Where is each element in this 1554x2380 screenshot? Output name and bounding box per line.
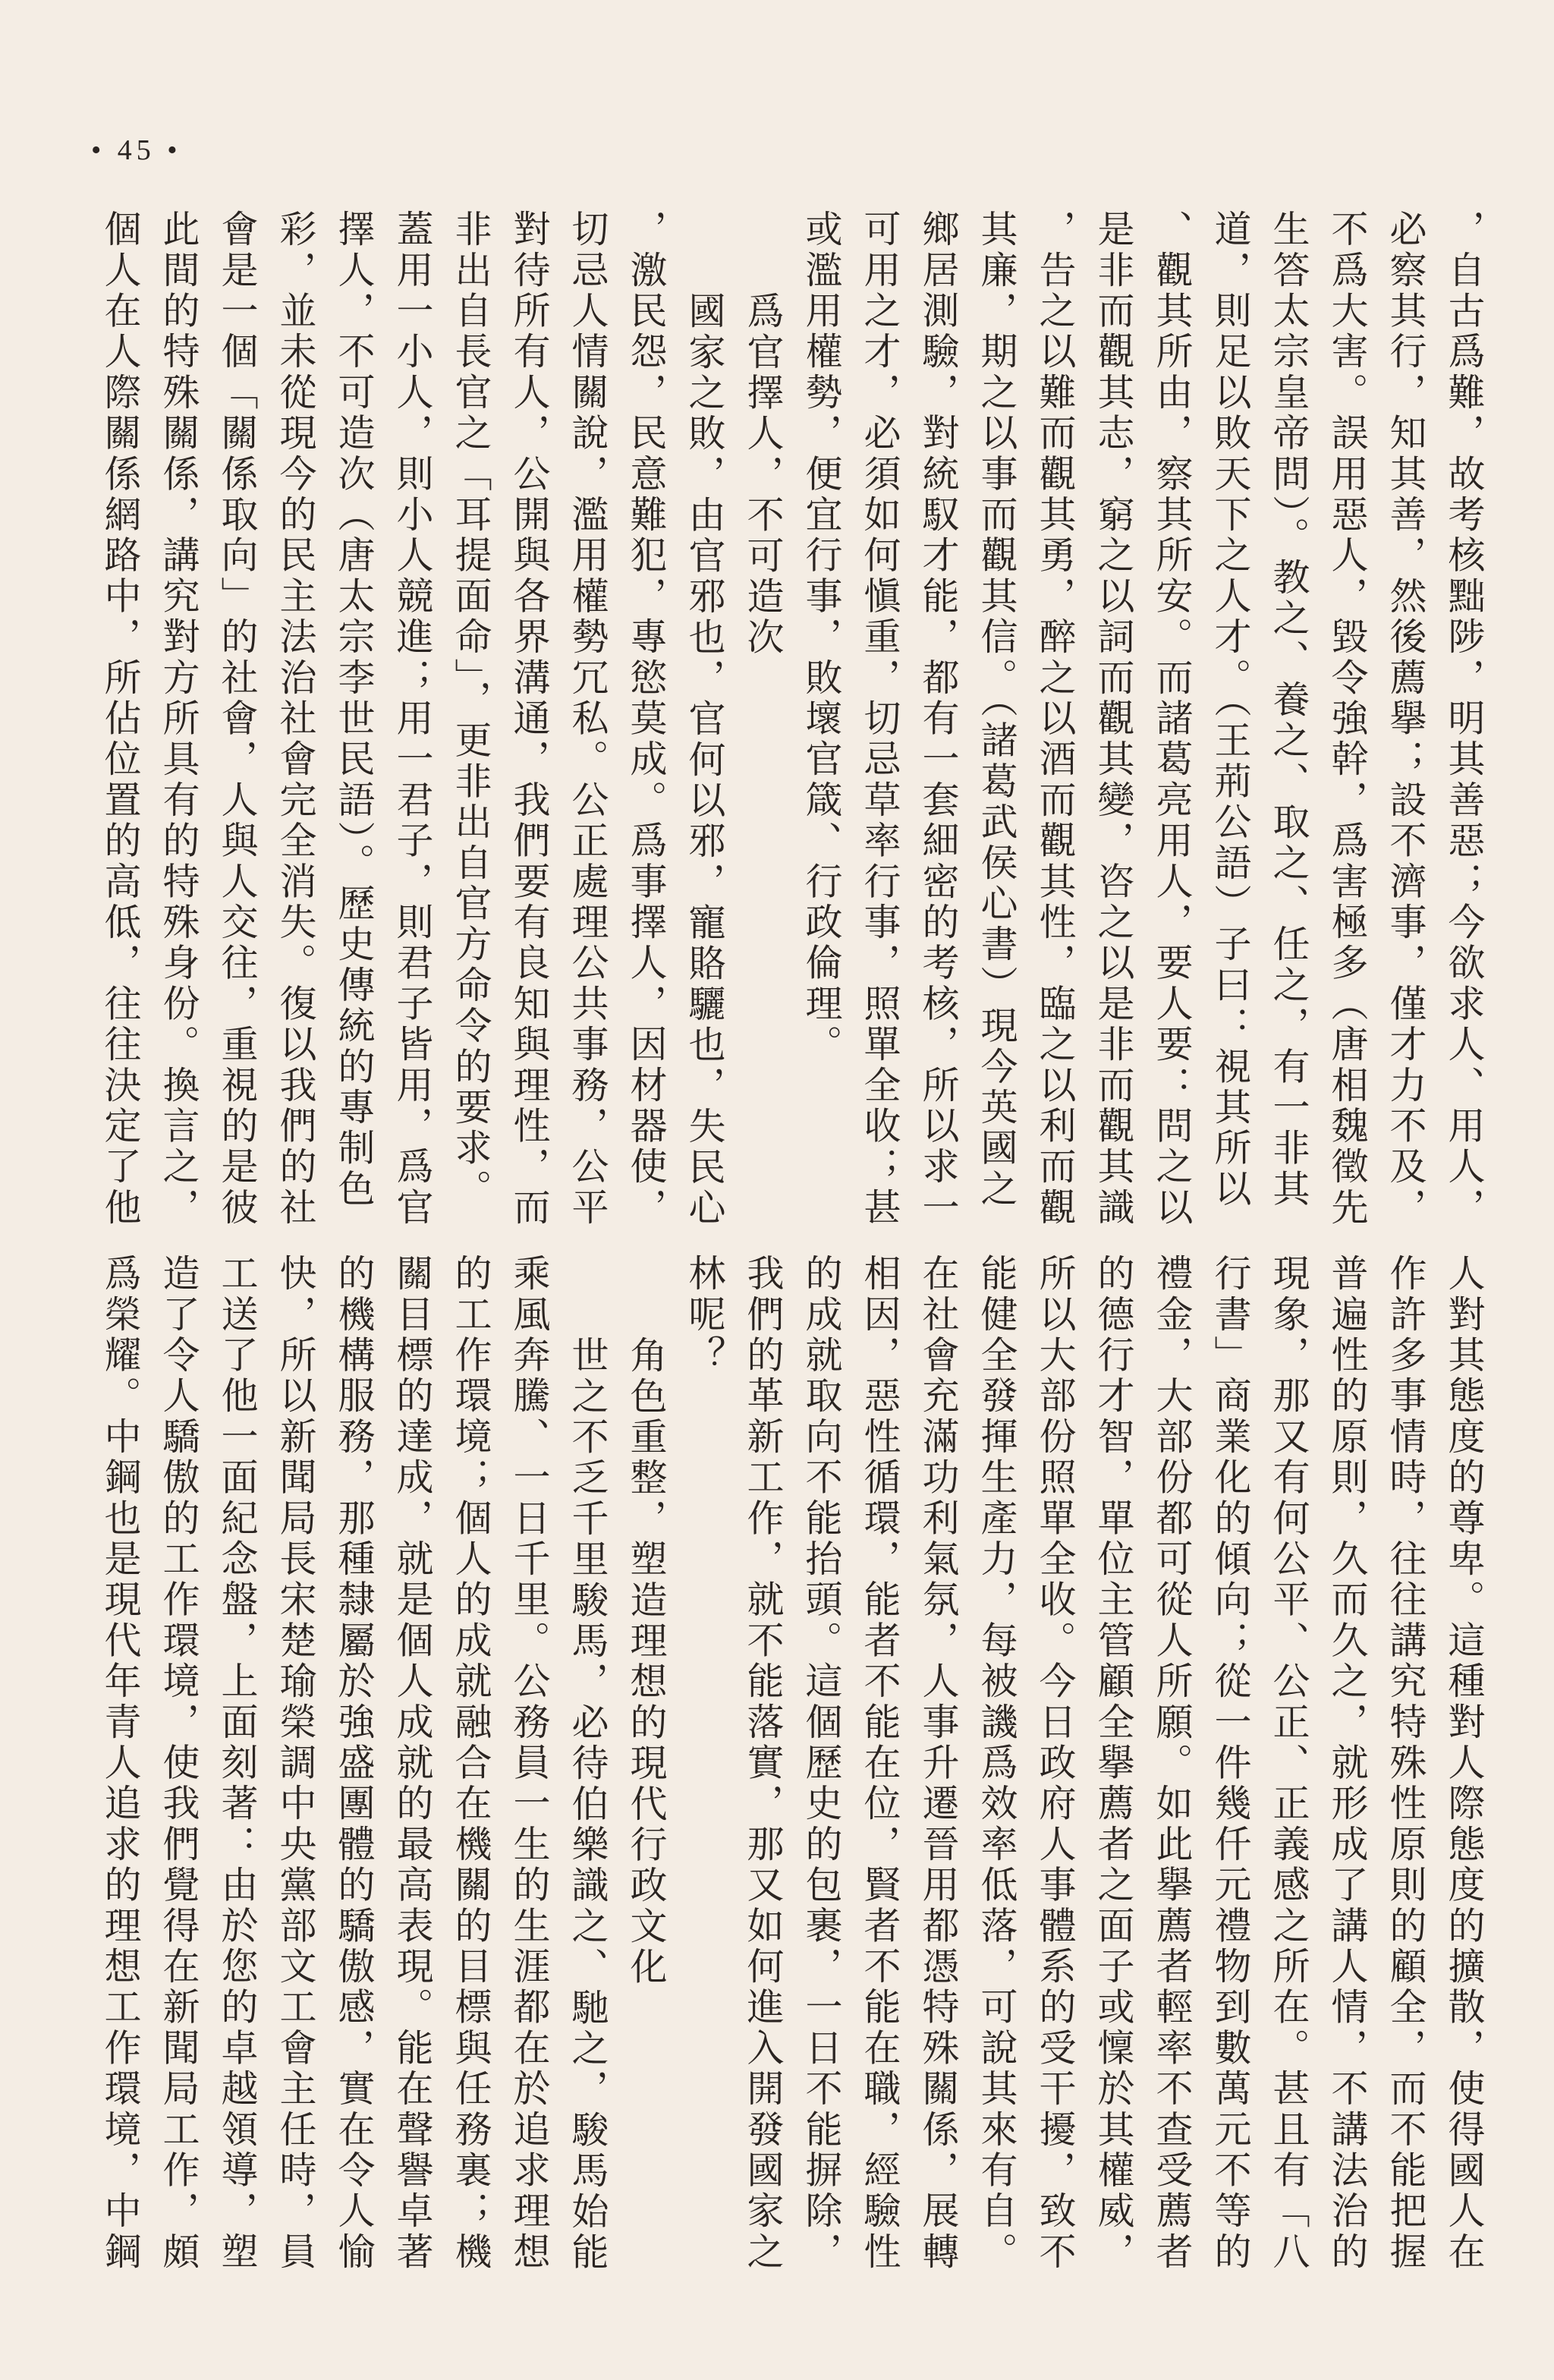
text-column: 其廉，期之以事而觀其信。（諸葛武侯心書）現今英國之	[975, 209, 1018, 1210]
text-column: 鄉居測驗，對統馭才能，都有一套細密的考核，所以求一	[917, 209, 960, 1229]
section-heading: 爲官擇人，不可造次	[741, 291, 785, 659]
text-column: 切忌人情關說，濫用權勢冗私。公正處理公共事務，公平	[566, 209, 609, 1229]
text-column: 乘風奔騰、一日千里。公務員一生的生涯都在於追求理想	[508, 1254, 551, 2273]
lower-text-block	[91, 1254, 1493, 2278]
text-column: 的工作環境；個人的成就融合在機關的目標與任務裏；機	[449, 1254, 492, 2273]
text-column: 行書」商業化的傾向；從一件幾仟元禮物到數萬元不等的	[1209, 1254, 1252, 2273]
page-number: • 45 •	[91, 134, 182, 166]
text-column: 工送了他一面紀念盤，上面刻著：由於您的卓越領導，塑	[215, 1254, 259, 2273]
text-column: 對待所有人，公開與各界溝通，我們要有良知與理性，而	[508, 209, 551, 1229]
text-column: 個人在人際關係網路中，所佔位置的高低，往往決定了他	[99, 209, 142, 1229]
text-column: 必察其行，知其善，然後薦擧；設不濟事，僅才力不及，	[1384, 209, 1427, 1229]
text-column: ，自古爲難，故考核黜陟，明其善惡；今欲求人、用人，	[1442, 209, 1486, 1229]
text-column: 的成就取向不能抬頭。這個歷史的包裹，一日不能摒除，	[800, 1254, 843, 2273]
text-column: 擇人，不可造次（唐太宗李世民語）。歷史傳統的專制色	[332, 209, 376, 1210]
text-column: 的德行才智，單位主管顧全擧薦者之面子或懍於其權威，	[1092, 1254, 1135, 2273]
text-column: 可用之才，必須如何愼重，切忌草率行事，照單全收；甚	[858, 209, 901, 1229]
upper-text-block	[91, 209, 1493, 1234]
text-column: 我們的革新工作，就不能落實，那又如何進入開發國家之	[741, 1254, 785, 2273]
text-column: 在社會充滿功利氣氛，人事升遷晉用都憑特殊關係，展轉	[917, 1254, 960, 2273]
text-column: 關目標的達成，就是個人成就的最高表現。能在聲譽卓著	[391, 1254, 434, 2273]
paragraph-first-line: 國家之敗，由官邪也，官何以邪，寵賂驪也，失民心	[683, 291, 726, 1229]
text-column: 普遍性的原則，久而久之，就形成了講人情，不講法治的	[1326, 1254, 1369, 2273]
text-column: 作許多事情時，往往講究特殊性原則的顧全，而不能把握	[1384, 1254, 1427, 2273]
text-column: 非出自長官之「耳提面命」，更非出自官方命令的要求。	[449, 209, 492, 1210]
text-column: 林呢？	[683, 1254, 726, 1377]
text-column: 相因，惡性循環，能者不能在位，賢者不能在職，經驗性	[858, 1254, 901, 2273]
text-column: 蓋用一小人，則小人競進；用一君子，則君子皆用，爲官	[391, 209, 434, 1229]
text-column: 生答太宗皇帝問）。教之、養之、取之、任之，有一非其	[1267, 209, 1310, 1210]
text-column: 此間的特殊關係，講究對方所具有的特殊身份。換言之，	[157, 209, 200, 1229]
text-column: 所以大部份照單全收。今日政府人事體系的受干擾，致不	[1033, 1254, 1077, 2273]
text-column: 爲榮耀。中鋼也是現代年青人追求的理想工作環境，中鋼	[99, 1254, 142, 2273]
text-column: 道，則足以敗天下之人才。（王荊公語）子曰：視其所以	[1209, 209, 1252, 1210]
text-column: 禮金，大部份都可從人所願。如此擧薦者輕率不查受薦者	[1150, 1254, 1194, 2273]
text-column: ，告之以難而觀其勇，醉之以酒而觀其性，臨之以利而觀	[1033, 209, 1077, 1229]
text-column: 不爲大害。誤用惡人，毀令強幹，爲害極多（唐相魏徵先	[1326, 209, 1369, 1229]
text-column: ，激民怨，民意難犯，專慾莫成。爲事擇人，因材器使，	[624, 209, 668, 1229]
text-column: 、觀其所由，察其所安。而諸葛亮用人，要人要：問之以	[1150, 209, 1194, 1229]
section-heading: 角色重整，塑造理想的現代行政文化	[624, 1336, 668, 1988]
text-column: 的機構服務，那種隸屬於強盛團體的驕傲感，實在令人愉	[332, 1254, 376, 2273]
text-column: 造了令人驕傲的工作環境，使我們覺得在新聞局工作，頗	[157, 1254, 200, 2273]
text-column: 人對其態度的尊卑。這種對人際態度的擴散，使得國人在	[1442, 1254, 1486, 2273]
text-column: 或濫用權勢，便宜行事，敗壞官箴、行政倫理。	[800, 209, 843, 1066]
paragraph-first-line: 世之不乏千里駿馬，必待伯樂識之、馳之，駿馬始能	[566, 1336, 609, 2274]
text-column: 彩，並未從現今的民主法治社會完全消失。復以我們的社	[274, 209, 317, 1229]
text-column: 現象，那又有何公平、公正、正義感之所在。甚且有「八	[1267, 1254, 1310, 2273]
text-column: 快，所以新聞局長宋楚瑜榮調中央黨部文工會主任時，員	[274, 1254, 317, 2273]
text-column: 能健全發揮生產力，每被譏爲效率低落，可說其來有自。	[975, 1254, 1018, 2273]
text-column: 會是一個「關係取向」的社會，人與人交往，重視的是彼	[215, 209, 259, 1229]
text-column: 是非而觀其志，窮之以詞而觀其變，咨之以是非而觀其識	[1092, 209, 1135, 1229]
